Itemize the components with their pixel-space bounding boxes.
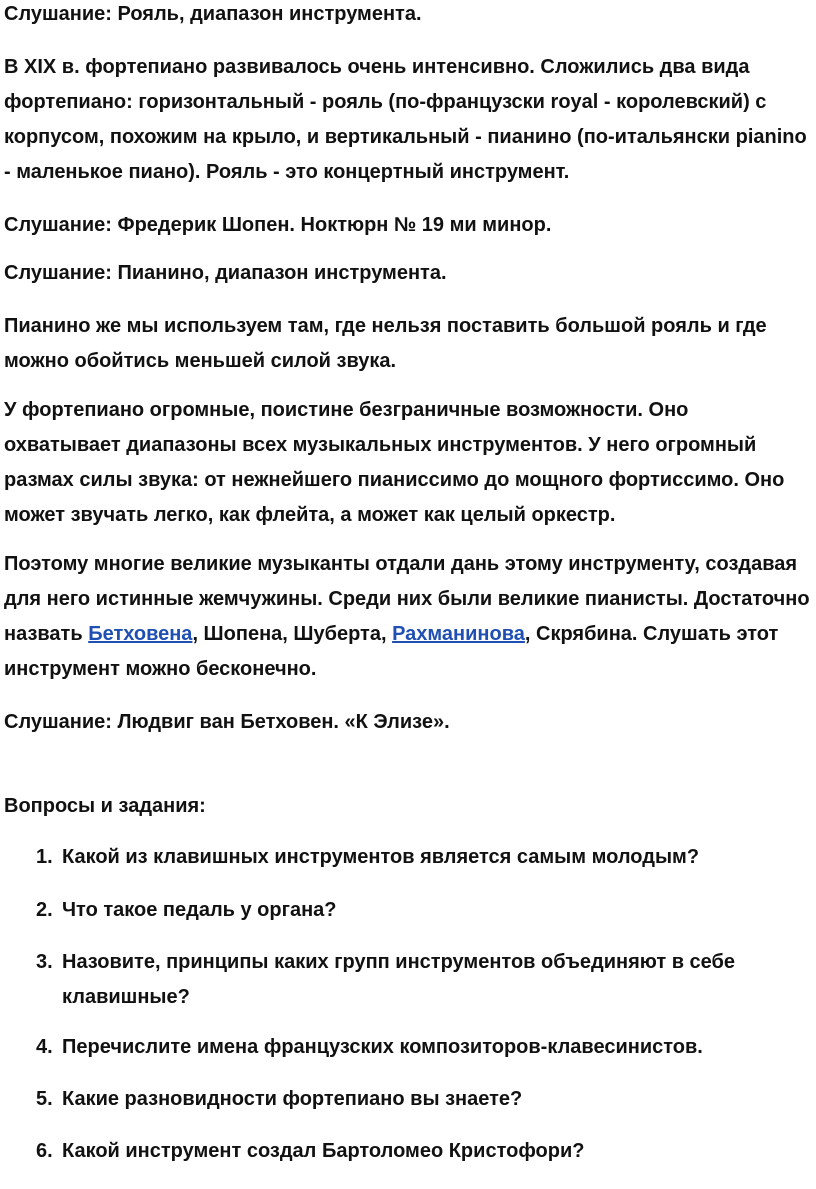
- question-text: Какой из клавишных инструментов является самым молодым?: [62, 846, 700, 868]
- paragraph-piano-history: В XIX в. фортепиано развивалось очень интенсивно. Сложились два вида фортепиано: горизонтальный - рояль (по-французски royal - королевский) с корпусом, похожим на крыло, и вертикальный - пианино (по-итальянски pianino - маленькое пиано). Рояль - это концертный инструмент.: [4, 56, 807, 183]
- listening-piano-range: Слушание: Рояль, диапазон инструмента.: [4, 3, 422, 25]
- listening-chopin-nocturne: Слушание: Фредерик Шопен. Ноктюрн № 19 ми минор.: [4, 214, 552, 236]
- questions-heading: Вопросы и задания:: [4, 795, 206, 817]
- beethoven-link[interactable]: Бетховена: [88, 623, 193, 645]
- question-number: 1.: [36, 846, 53, 868]
- question-item: [36, 1030, 796, 1065]
- question-number: 3.: [36, 951, 53, 973]
- great-musicians-text-1: Поэтому многие великие музыканты отдали дань этому инструменту, создавая для него истинные жемчужины. Среди них были великие пианисты. Достаточно назвать: [4, 553, 810, 645]
- question-text: Что такое педаль у органа?: [62, 899, 337, 921]
- question-item: [36, 840, 796, 875]
- question-item: [36, 1082, 796, 1117]
- rachmaninov-link[interactable]: Рахманинова: [392, 623, 525, 645]
- question-text: Назовите, принципы каких групп инструментов объединяют в себе клавишные?: [62, 951, 736, 1008]
- question-number: 4.: [36, 1036, 53, 1058]
- question-text: Какой инструмент создал Бартоломео Кристофори?: [62, 1140, 585, 1162]
- paragraph-piano-possibilities: У фортепиано огромные, поистине безграничные возможности. Оно охватывает диапазоны всех музыкальных инструментов. У него огромный размах силы звука: от нежнейшего пианиссимо до мощного фортиссимо. Оно может звучать легко, как флейта, а может как целый оркестр.: [4, 399, 785, 526]
- question-number: 5.: [36, 1088, 53, 1110]
- question-item: [36, 893, 796, 928]
- paragraph-pianino-usage: Пианино же мы используем там, где нельзя поставить большой рояль и где можно обойтись меньшей силой звука.: [4, 315, 767, 372]
- listening-beethoven-elise: Слушание: Людвиг ван Бетховен. «К Элизе».: [4, 711, 450, 733]
- great-musicians-text-3: , Скрябина. Слушать этот инструмент можно бесконечно.: [4, 623, 779, 680]
- question-item: [36, 945, 796, 1015]
- question-text: Перечислите имена французских композиторов-клавесинистов.: [62, 1036, 703, 1058]
- question-number: 6.: [36, 1140, 53, 1162]
- great-musicians-text-2: , Шопена, Шуберта,: [192, 623, 393, 645]
- listening-pianino-range: Слушание: Пианино, диапазон инструмента.: [4, 262, 447, 284]
- question-item: [36, 1134, 796, 1169]
- paragraph-great-musicians: [4, 547, 816, 687]
- question-number: 2.: [36, 899, 53, 921]
- question-text: Какие разновидности фортепиано вы знаете?: [62, 1088, 523, 1110]
